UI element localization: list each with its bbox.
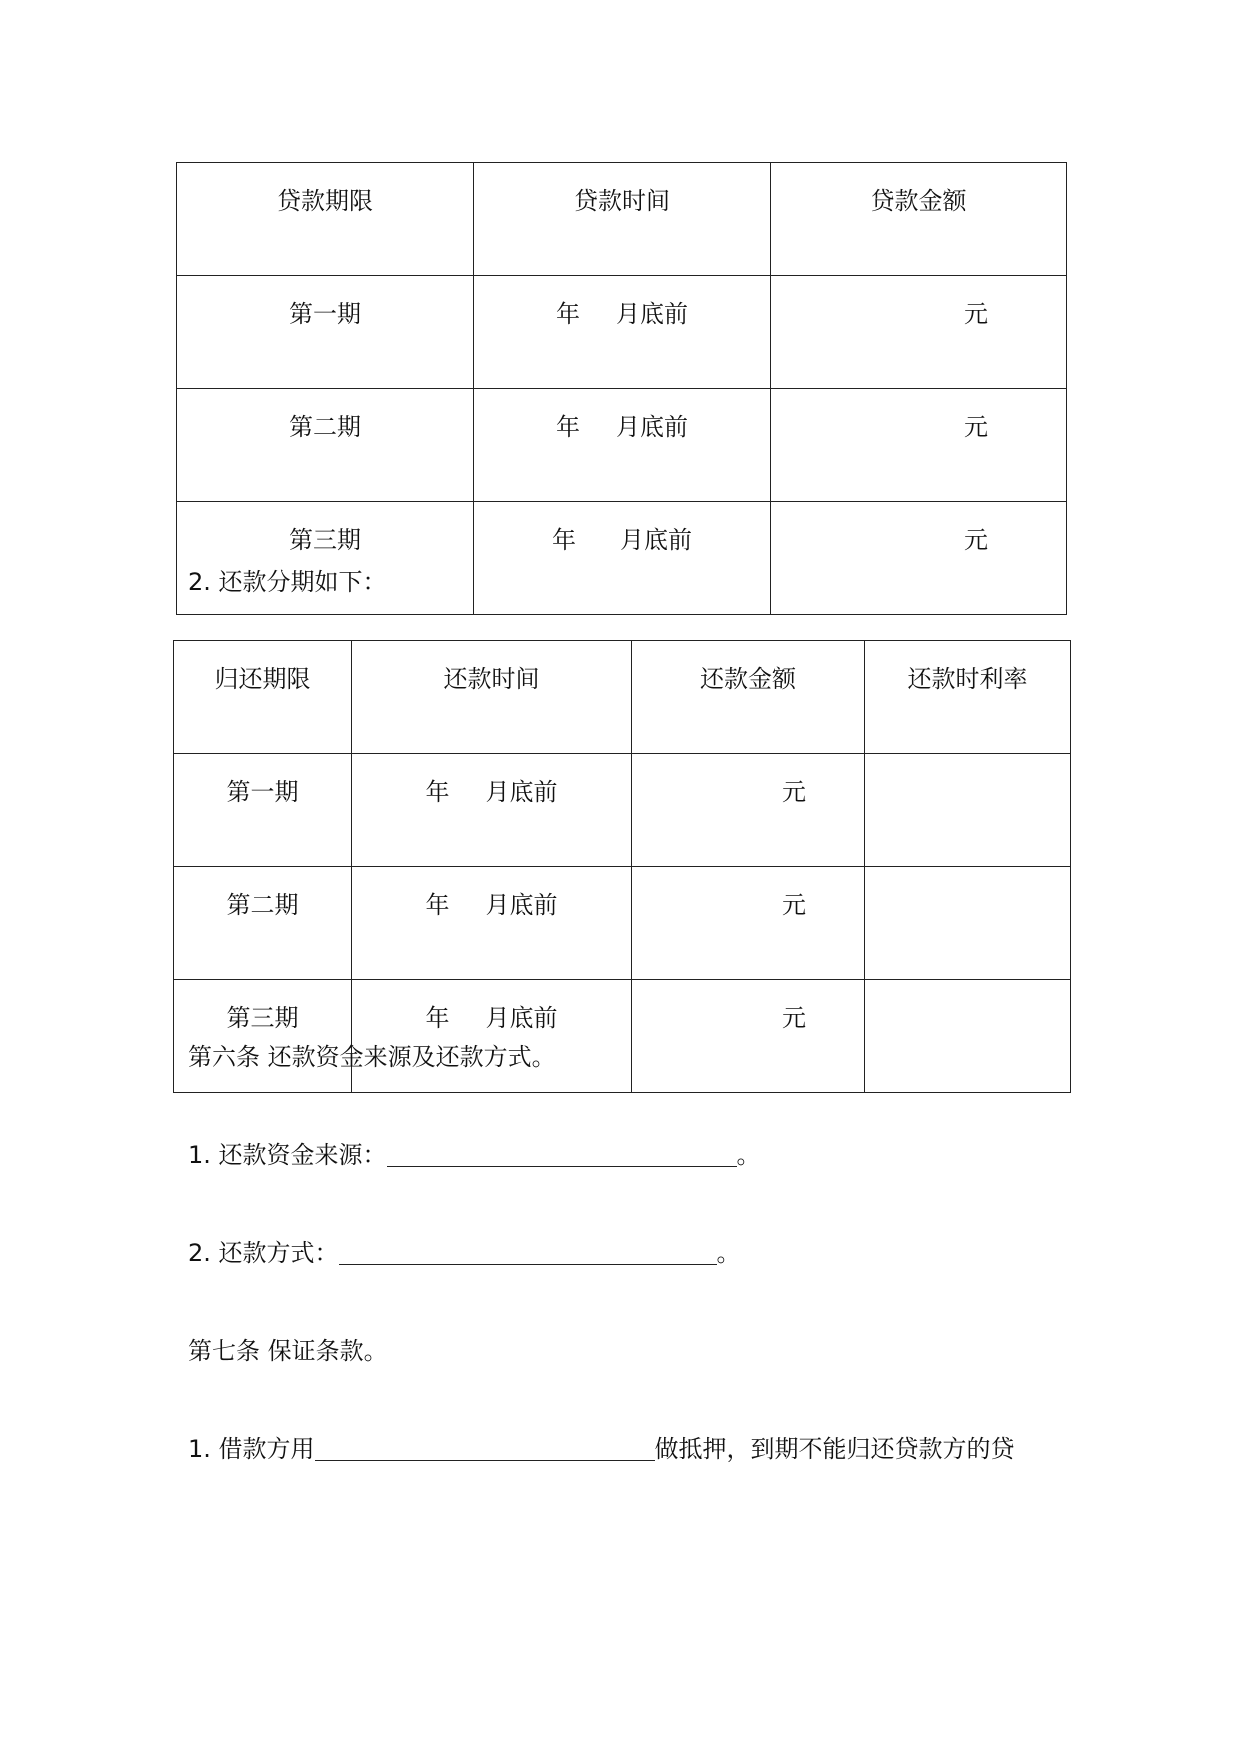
year-label: 年 <box>556 413 580 441</box>
table-row <box>174 867 1071 980</box>
repay-method-blank[interactable] <box>339 1238 717 1265</box>
amount-unit: 元 <box>782 891 806 919</box>
article6-title: 第六条 还款资金来源及还款方式。 <box>188 1043 556 1071</box>
time-cell <box>474 276 771 389</box>
table-row <box>177 389 1067 502</box>
header-repay-period: 归还期限 <box>174 641 352 754</box>
article7-title: 第七条 保证条款。 <box>188 1337 388 1365</box>
amount-cell <box>632 867 865 980</box>
repay-source-line <box>188 1135 761 1170</box>
repay-source-label: 1. 还款资金来源： <box>188 1141 387 1169</box>
month-label: 月底前 <box>485 1004 558 1032</box>
repay-heading: 2. 还款分期如下： <box>188 568 387 596</box>
period-cell: 第一期 <box>174 754 352 867</box>
amount-unit: 元 <box>782 778 806 806</box>
time-cell <box>352 980 632 1093</box>
header-repay-time: 还款时间 <box>352 641 632 754</box>
amount-cell <box>771 389 1067 502</box>
amount-cell <box>771 502 1067 615</box>
time-cell <box>352 867 632 980</box>
end-mark: 。 <box>736 1141 761 1169</box>
amount-unit: 元 <box>782 1004 806 1032</box>
month-label: 月底前 <box>485 891 558 919</box>
year-label: 年 <box>425 891 450 919</box>
table-row <box>177 502 1067 615</box>
header-loan-period: 贷款期限 <box>177 163 474 276</box>
repayment-schedule-table <box>173 640 1071 1093</box>
header-repay-rate: 还款时利率 <box>865 641 1071 754</box>
amount-cell <box>771 276 1067 389</box>
table-header-row <box>174 641 1071 754</box>
year-label: 年 <box>425 1004 450 1032</box>
month-label: 月底前 <box>616 300 688 328</box>
time-cell <box>474 389 771 502</box>
table-row <box>177 276 1067 389</box>
collateral-line <box>188 1429 1015 1464</box>
collateral-suffix: 做抵押，到期不能归还贷款方的贷 <box>654 1435 1015 1463</box>
header-repay-amount: 还款金额 <box>632 641 865 754</box>
end-mark: 。 <box>716 1239 741 1267</box>
period-cell: 第一期 <box>177 276 474 389</box>
collateral-blank[interactable] <box>315 1434 655 1461</box>
repay-method-line <box>188 1233 741 1268</box>
rate-cell <box>865 980 1071 1093</box>
amount-cell <box>632 754 865 867</box>
loan-schedule-table <box>176 162 1067 615</box>
collateral-prefix: 1. 借款方用 <box>188 1435 315 1463</box>
header-loan-amount: 贷款金额 <box>771 163 1067 276</box>
repay-method-label: 2. 还款方式： <box>188 1239 339 1267</box>
year-label: 年 <box>552 526 576 554</box>
repay-source-blank[interactable] <box>387 1140 737 1167</box>
period-cell: 第二期 <box>177 389 474 502</box>
month-label: 月底前 <box>620 526 692 554</box>
table-header-row <box>177 163 1067 276</box>
header-loan-time: 贷款时间 <box>474 163 771 276</box>
month-label: 月底前 <box>616 413 688 441</box>
amount-unit: 元 <box>964 413 988 441</box>
time-cell <box>352 754 632 867</box>
time-cell <box>474 502 771 615</box>
amount-cell <box>632 980 865 1093</box>
year-label: 年 <box>556 300 580 328</box>
rate-cell <box>865 867 1071 980</box>
amount-unit: 元 <box>964 300 988 328</box>
period-cell: 第三期 <box>177 502 474 615</box>
period-cell: 第三期 <box>174 980 352 1093</box>
month-label: 月底前 <box>485 778 558 806</box>
table-row <box>174 980 1071 1093</box>
table-row <box>174 754 1071 867</box>
rate-cell <box>865 754 1071 867</box>
year-label: 年 <box>425 778 450 806</box>
period-cell: 第二期 <box>174 867 352 980</box>
amount-unit: 元 <box>964 526 988 554</box>
